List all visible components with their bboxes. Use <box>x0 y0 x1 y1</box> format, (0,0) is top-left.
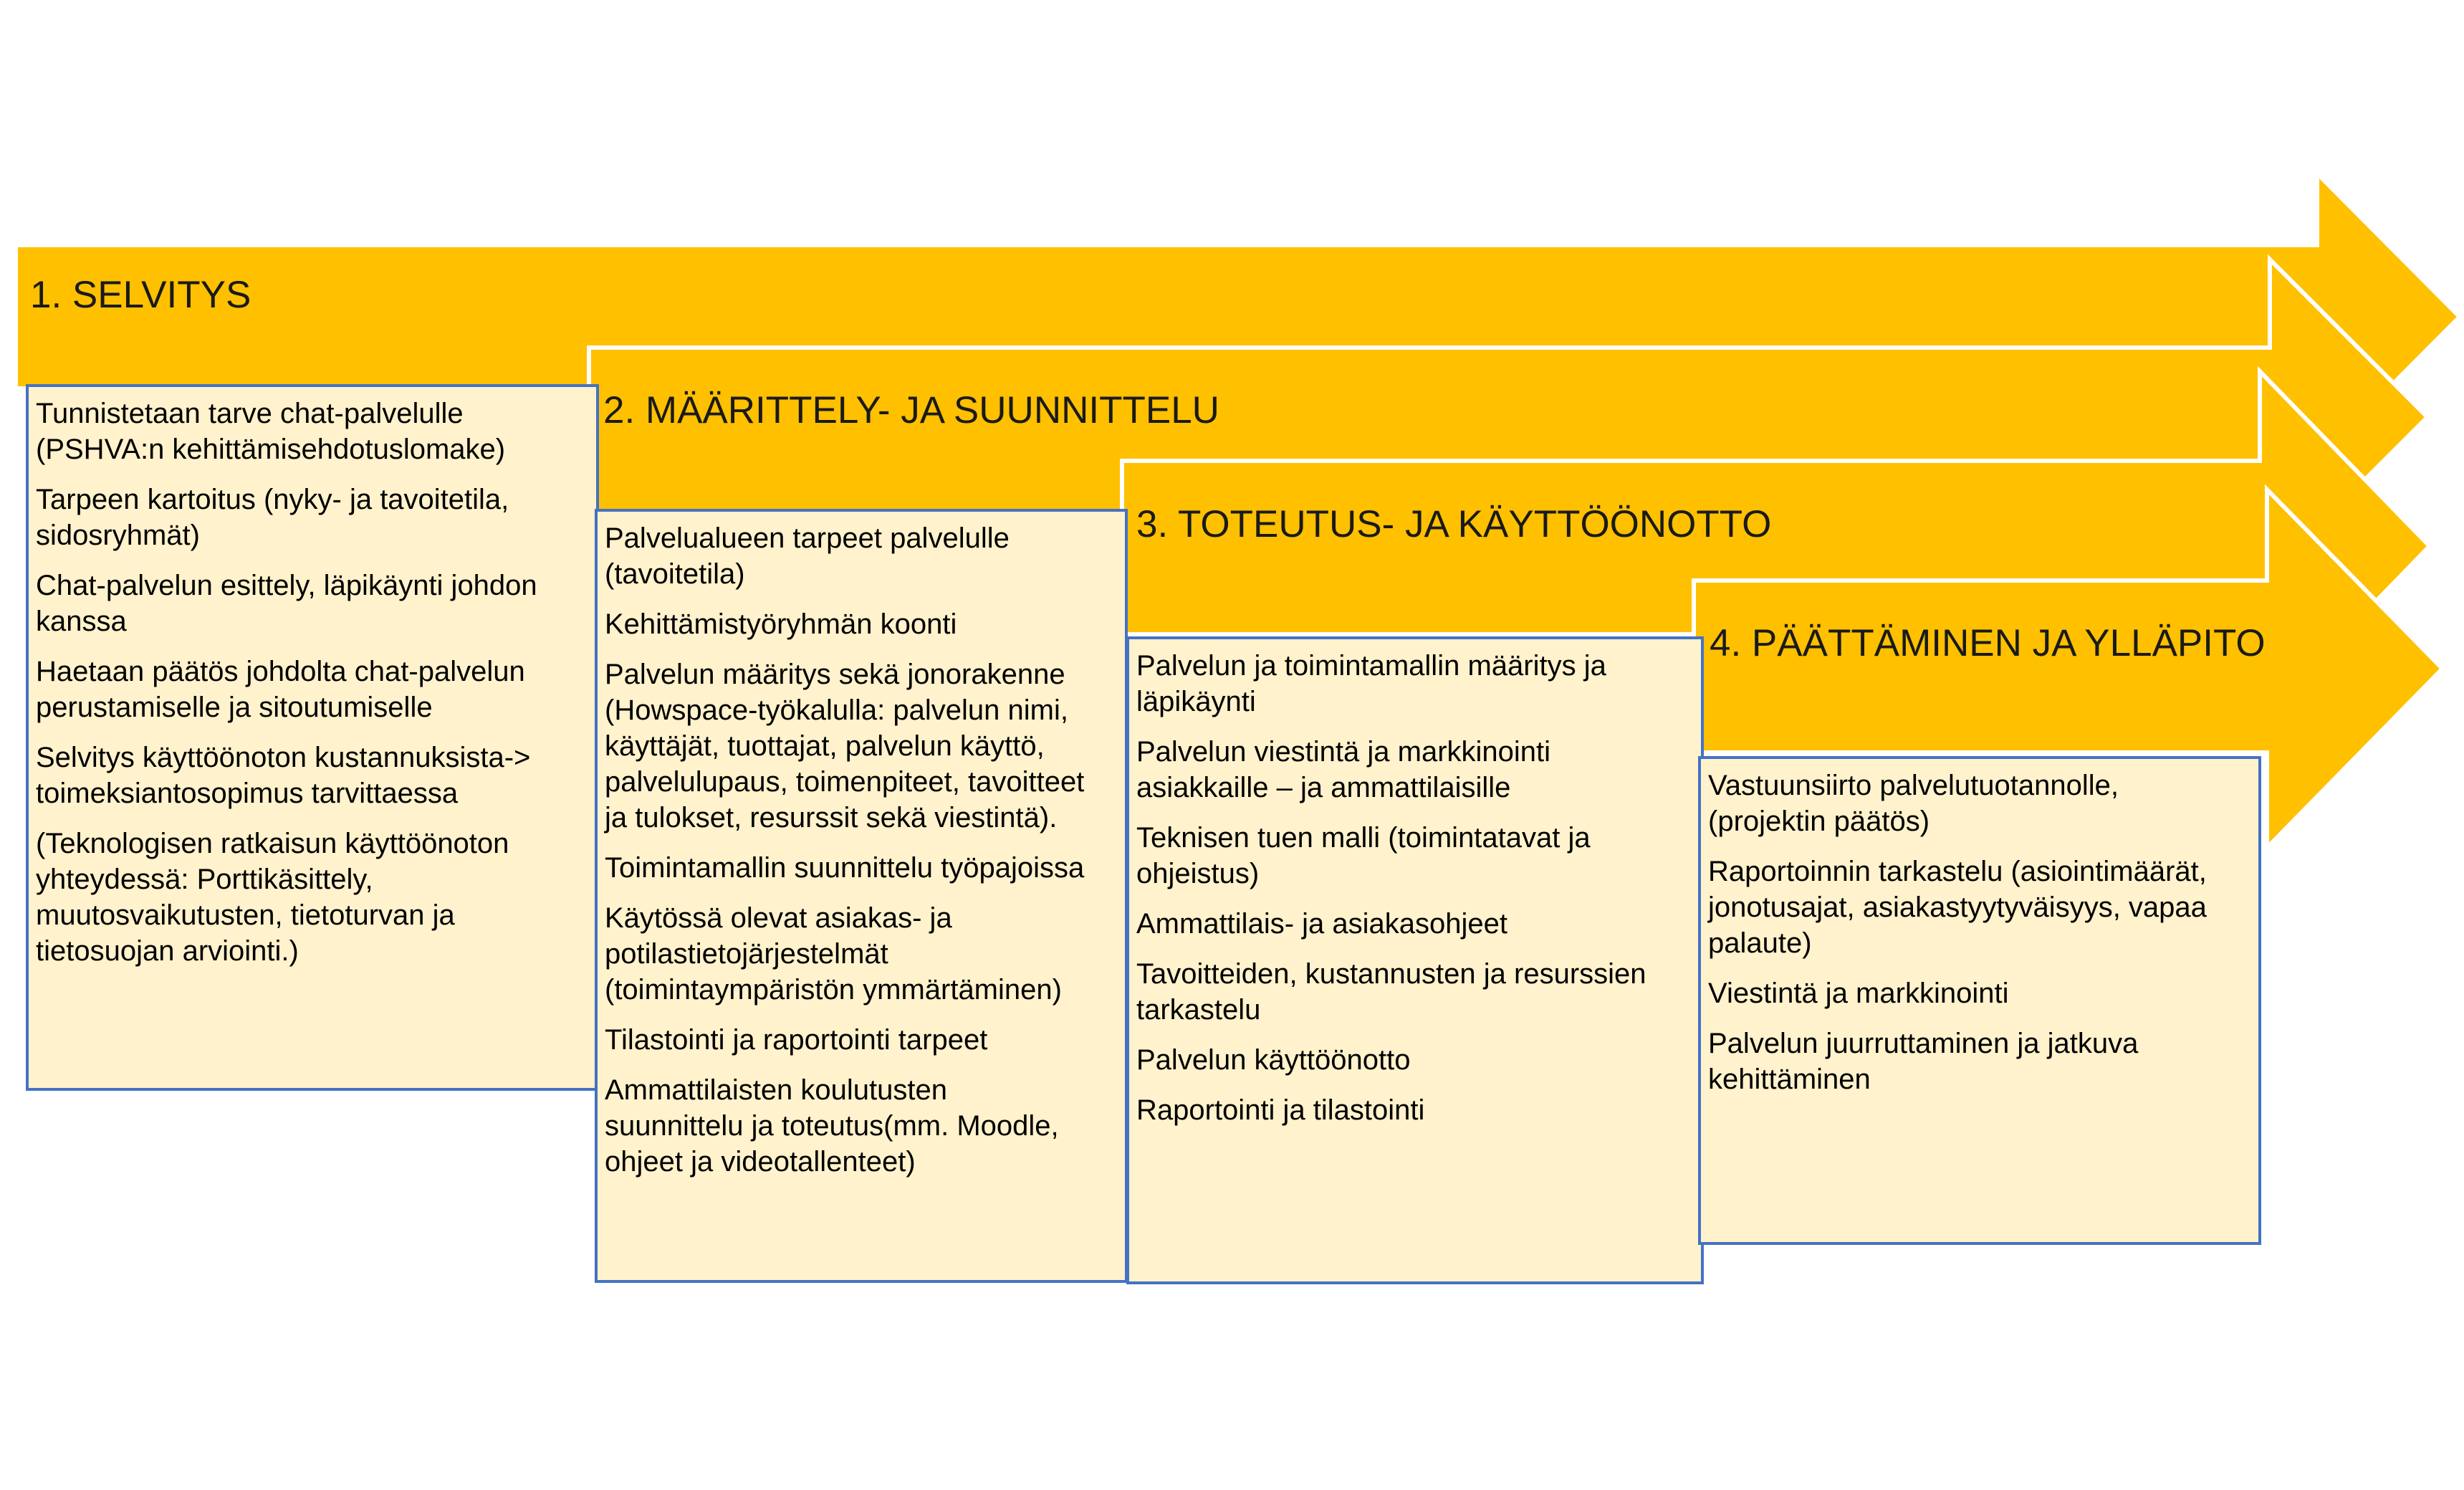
phase-3-item: Raportointi ja tilastointi <box>1136 1094 1425 1126</box>
phase-3-item: Palvelun viestintä ja markkinointi asiakkaille – ja ammattilaisille <box>1136 736 1551 803</box>
phase-2-box <box>595 509 1128 1283</box>
phase-2-item: Palvelualueen tarpeet palvelulle (tavoitetila) <box>605 522 1010 590</box>
phase-2-title: 2. MÄÄRITTELY- JA SUUNNITTELU <box>603 389 1219 431</box>
phase-4-item: Raportoinnin tarkastelu (asiointimäärät, jonotusajat, asiakastyytyväisyys, vapaa palaute) <box>1708 856 2207 959</box>
phase-1-item: Tunnistetaan tarve chat-palvelulle (PSHVA:n kehittämisehdotuslomake) <box>36 398 506 465</box>
phase-3-title: 3. TOTEUTUS- JA KÄYTTÖÖNOTTO <box>1136 503 1772 545</box>
phase-3-items <box>1136 648 1701 1128</box>
phase-1-title: 1. SELVITYS <box>30 274 251 316</box>
phase-3-item: Palvelun ja toimintamallin määritys ja läpikäynti <box>1136 650 1606 717</box>
phase-3-box <box>1126 636 1704 1284</box>
phase-2-item: Toimintamallin suunnittelu työpajoissa <box>605 852 1085 884</box>
phase-1-item: Haetaan päätös johdolta chat-palvelun perustamiselle ja sitoutumiselle <box>36 656 525 723</box>
phase-2-item: Tilastointi ja raportointi tarpeet <box>605 1024 988 1056</box>
phase-3-item: Ammattilais- ja asiakasohjeet <box>1136 908 1507 940</box>
phase-2-item: Kehittämistyöryhmän koonti <box>605 608 957 640</box>
phase-3-item: Tavoitteiden, kustannusten ja resurssien tarkastelu <box>1136 958 1646 1026</box>
phase-1-item: (Teknologisen ratkaisun käyttöönoton yhteydessä: Porttikäsittely, muutosvaikutusten, tietoturvan ja tietosuojan arviointi.) <box>36 828 509 967</box>
phase-4-item: Palvelun juurruttaminen ja jatkuva kehittäminen <box>1708 1028 2139 1095</box>
phase-4-item: Vastuunsiirto palvelutuotannolle, (projektin päätös) <box>1708 770 2119 837</box>
phase-1-items <box>36 396 596 969</box>
phase-1-item: Tarpeen kartoitus (nyky- ja tavoitetila, sidosryhmät) <box>36 484 509 551</box>
phase-4-item: Viestintä ja markkinointi <box>1708 978 2009 1009</box>
phase-2-item: Käytössä olevat asiakas- ja potilastietojärjestelmät (toimintaympäristön ymmärtäminen) <box>605 902 1062 1006</box>
phase-3-item: Palvelun käyttöönotto <box>1136 1044 1411 1076</box>
phase-4-items <box>1708 768 2258 1097</box>
phase-1-item: Selvitys käyttöönoton kustannuksista-> toimeksiantosopimus tarvittaessa <box>36 742 531 809</box>
phase-3-item: Teknisen tuen malli (toimintatavat ja ohjeistus) <box>1136 822 1591 889</box>
phase-2-item: Palvelun määritys sekä jonorakenne (Howspace-työkalulla: palvelun nimi, käyttäjät, tuottajat, palvelun käyttö, palvelulupaus, toimenpiteet, tavoitteet ja tulokset, resurssit sekä viestintä). <box>605 659 1085 834</box>
phase-4-box <box>1698 756 2261 1245</box>
phase-1-box <box>26 384 599 1091</box>
phase-2-item: Ammattilaisten koulutusten suunnittelu ja toteutus(mm. Moodle, ohjeet ja videotallenteet) <box>605 1074 1059 1178</box>
phase-4-title: 4. PÄÄTTÄMINEN JA YLLÄPITO <box>1710 622 2266 664</box>
phase-1-item: Chat-palvelun esittely, läpikäynti johdon kanssa <box>36 570 537 637</box>
phase-2-items <box>605 520 1125 1180</box>
